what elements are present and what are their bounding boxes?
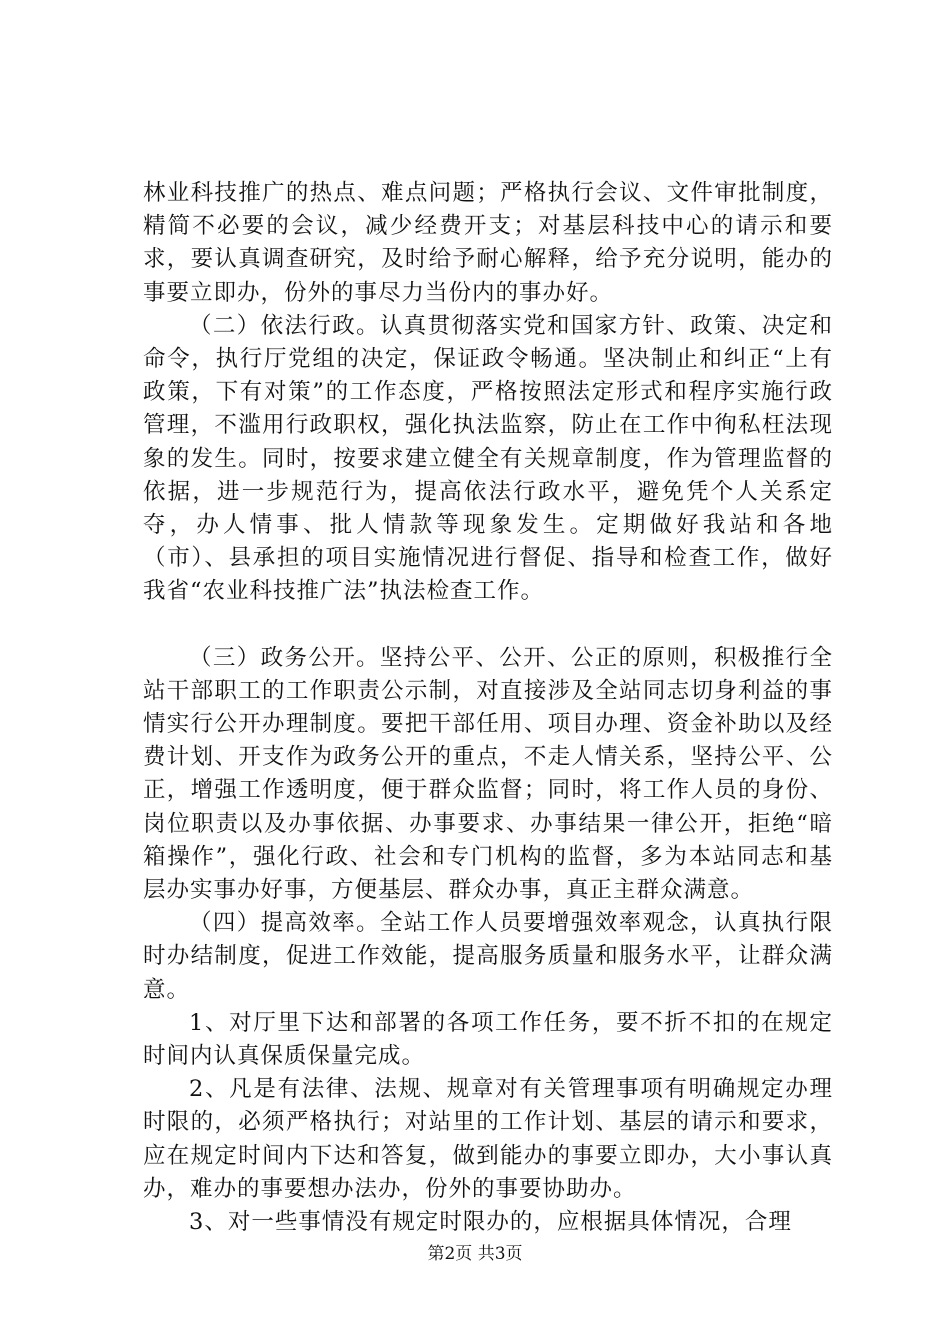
- paragraph-lawful-administration: （二）依法行政。认真贯彻落实党和国家方针、政策、决定和命令，执行厅党组的决定，保证政令畅通。坚决制止和纠正“上有政策，下有对策”的工作态度，严格按照法定形式和程序实施行政管理，不滥用行政职权，强化执法监察，防止在工作中徇私枉法现象的发生。同时，按要求建立健全有关规章制度，作为管理监督的依据，进一步规范行为，提高依法行政水平，避免凭个人关系定夺，办人情事、批人情款等现象发生。定期做好我站和各地（市）、县承担的项目实施情况进行督促、指导和检查工作，做好我省“农业科技推广法”执法检查工作。: [143, 312, 833, 605]
- paragraph-continuation: 林业科技推广的热点、难点问题；严格执行会议、文件审批制度，精简不必要的会议，减少经费开支；对基层科技中心的请示和要求，要认真调查研究，及时给予耐心解释，给予充分说明，能办的事要立即办，份外的事尽力当份内的事办好。: [143, 180, 833, 306]
- paragraph-open-government: （三）政务公开。坚持公平、公开、公正的原则，积极推行全站干部职工的工作职责公示制，对直接涉及全站同志切身利益的事情实行公开办理制度。要把干部任用、项目办理、资金补助以及经费计划、开支作为政务公开的重点，不走人情关系，坚持公平、公正，增强工作透明度，便于群众监督；同时，将工作人员的身份、岗位职责以及办事依据、办事要求、办事结果一律公开，拒绝“暗箱操作”，强化行政、社会和专门机构的监督，多为本站同志和基层办实事办好事，方便基层、群众办事，真正主群众满意。: [143, 644, 833, 904]
- paragraph-item-3: 3、对一些事情没有规定时限办的，应根据具体情况，合理: [189, 1209, 792, 1236]
- page-number-footer: 第2页 共3页: [427, 1244, 523, 1264]
- paragraph-item-1: 1、对厅里下达和部署的各项工作任务，要不折不扣的在规定时间内认真保质保量完成。: [143, 1009, 833, 1070]
- paragraph-item-2: 2、凡是有法律、法规、规章对有关管理事项有明确规定办理时限的，必须严格执行；对站里的工作计划、基层的请示和要求，应在规定时间内下达和答复，做到能办的事要立即办，大小事认真办，难办的事要想办法办，份外的事要协助办。: [143, 1076, 833, 1202]
- paragraph-efficiency: （四）提高效率。全站工作人员要增强效率观念，认真执行限时办结制度，促进工作效能，提高服务质量和服务水平，让群众满意。: [143, 910, 833, 1003]
- document-body: [143, 177, 833, 1239]
